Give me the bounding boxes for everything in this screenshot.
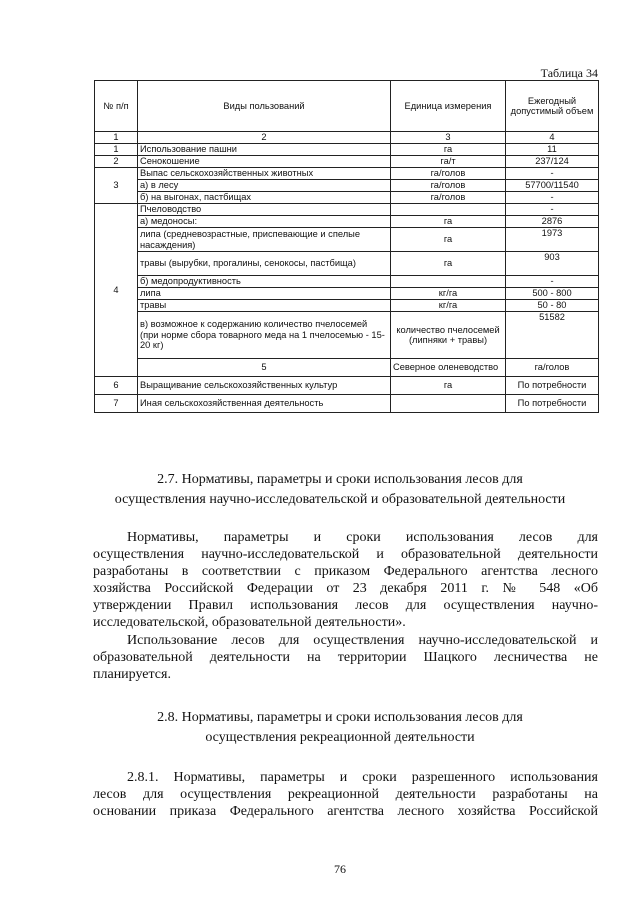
row-volume: По потребности: [506, 395, 599, 413]
paragraph-line: исследовательской, образовательной деятельности».: [93, 615, 406, 630]
table-row: [95, 377, 599, 395]
row-num: 1: [95, 144, 138, 156]
paragraph-line: основании приказа Федерального агентства лесного хозяйства Российской: [93, 804, 598, 819]
table-row: [95, 192, 599, 204]
row-kind: а) медоносы:: [138, 216, 391, 228]
row-volume: 50 - 80: [506, 300, 599, 312]
row-volume: 903: [506, 252, 599, 276]
row-num: 2: [95, 156, 138, 168]
row-volume: -: [506, 192, 599, 204]
forest-use-table: [94, 80, 599, 413]
table-row: [95, 312, 599, 359]
row-volume: -: [506, 276, 599, 288]
index-cell: 1: [95, 132, 138, 144]
section-title-line: 2.7. Нормативы, параметры и сроки использования лесов для: [157, 472, 523, 487]
row-kind: б) медопродуктивность: [138, 276, 391, 288]
table-row: [95, 204, 599, 216]
table-row: [95, 359, 599, 377]
table-row: [95, 144, 599, 156]
row-kind: Выращивание сельскохозяйственных культур: [138, 377, 391, 395]
row-unit: га: [391, 252, 506, 276]
section-title-line: 2.8. Нормативы, параметры и сроки использования лесов для: [157, 710, 523, 725]
paragraph-line: Нормативы, параметры и сроки использования лесов для: [127, 530, 598, 545]
row-unit: [391, 276, 506, 288]
row-unit: [391, 395, 506, 413]
table-index-row: [95, 132, 599, 144]
row-unit: га/голов: [391, 192, 506, 204]
table-row: [95, 228, 599, 252]
row-kind: Северное оленеводство: [391, 359, 506, 377]
row-kind: Сенокошение: [138, 156, 391, 168]
section-title-line: осуществления рекреационной деятельности: [205, 730, 475, 745]
row-unit: количество пчелосемей (липняки + травы): [391, 312, 506, 359]
row-volume: -: [506, 168, 599, 180]
row-num: 3: [95, 168, 138, 204]
paragraph-line: 2.8.1. Нормативы, параметры и сроки разрешенного использования: [127, 770, 598, 785]
row-volume: 57700/11540: [506, 180, 599, 192]
row-num: 6: [95, 377, 138, 395]
row-num: 7: [95, 395, 138, 413]
header-num: № п/п: [95, 81, 138, 132]
row-kind: липа: [138, 288, 391, 300]
row-kind: б) на выгонах, пастбищах: [138, 192, 391, 204]
section-2-7-paragraph-1: [93, 529, 598, 631]
row-kind: травы: [138, 300, 391, 312]
row-volume: 237/124: [506, 156, 599, 168]
table-row: [95, 288, 599, 300]
row-kind: Пчеловодство: [138, 204, 391, 216]
row-unit: га/голов: [391, 180, 506, 192]
page-number: 76: [334, 862, 346, 876]
row-unit: кг/га: [391, 288, 506, 300]
paragraph-line: Использование лесов для осуществления научно-исследовательской и: [127, 633, 598, 648]
row-unit: га/голов: [506, 359, 599, 377]
table-row: [95, 216, 599, 228]
table-row: [95, 276, 599, 288]
section-title-line: осуществления научно-исследовательской и образовательной деятельности: [114, 492, 566, 507]
row-unit: га/голов: [391, 168, 506, 180]
paragraph-line: планируется.: [93, 667, 171, 682]
row-volume: 51582: [506, 312, 599, 359]
table-row: [95, 180, 599, 192]
paragraph-line: лесов для осуществления рекреационной деятельности разработаны на: [93, 787, 598, 802]
paragraph-line: хозяйства Российской Федерации от 23 декабря 2011 г. № 548 «Об: [93, 581, 598, 596]
row-kind: Иная сельскохозяйственная деятельность: [138, 395, 391, 413]
index-cell: 2: [138, 132, 391, 144]
row-volume: 11: [506, 144, 599, 156]
table-header-row: [95, 81, 599, 132]
row-unit: га: [391, 144, 506, 156]
row-kind: Выпас сельскохозяйственных животных: [138, 168, 391, 180]
section-2-7-paragraph-2: [93, 632, 598, 683]
row-kind: Использование пашни: [138, 144, 391, 156]
section-2-8-paragraph-1: [93, 769, 598, 820]
index-cell: 3: [391, 132, 506, 144]
paragraph-line: образовательной деятельности на территории Шацкого лесничества не: [93, 650, 598, 665]
row-volume: По потребности: [506, 377, 599, 395]
paragraph-line: разработаны в соответствии с приказом Федерального агентства лесного: [93, 564, 598, 579]
table-row: [95, 156, 599, 168]
row-unit: га: [391, 216, 506, 228]
header-kind: Виды пользований: [138, 81, 391, 132]
header-volume: Ежегодный допустимый объем: [506, 81, 599, 132]
paragraph-line: утверждении Правил использования лесов для осуществления научно-: [93, 598, 598, 613]
row-num: 4: [95, 204, 138, 377]
section-2-8-title: [60, 708, 620, 748]
row-unit: га: [391, 377, 506, 395]
row-kind: липа (средневозрастные, приспевающие и спелые насаждения): [138, 228, 391, 252]
row-unit: [391, 204, 506, 216]
section-2-7-title: [60, 470, 620, 510]
index-cell: 4: [506, 132, 599, 144]
paragraph-line: осуществления научно-исследовательской и образовательной деятельности: [93, 547, 598, 562]
table-row: [95, 168, 599, 180]
row-kind: травы (вырубки, прогалины, сенокосы, пастбища): [138, 252, 391, 276]
row-unit: га/т: [391, 156, 506, 168]
table-row: [95, 252, 599, 276]
row-kind: а) в лесу: [138, 180, 391, 192]
table-caption: Таблица 34: [540, 66, 598, 80]
table-row: [95, 395, 599, 413]
table-row: [95, 300, 599, 312]
row-volume: 500 - 800: [506, 288, 599, 300]
row-kind: в) возможное к содержанию количество пчелосемей (при норме сбора товарного меда на 1 пчелосемью - 15-20 кг): [138, 312, 391, 359]
row-volume: 2876: [506, 216, 599, 228]
row-volume: -: [506, 204, 599, 216]
row-volume: 1973: [506, 228, 599, 252]
row-unit: кг/га: [391, 300, 506, 312]
row-num: 5: [138, 359, 391, 377]
header-unit: Единица измерения: [391, 81, 506, 132]
row-unit: га: [391, 228, 506, 252]
